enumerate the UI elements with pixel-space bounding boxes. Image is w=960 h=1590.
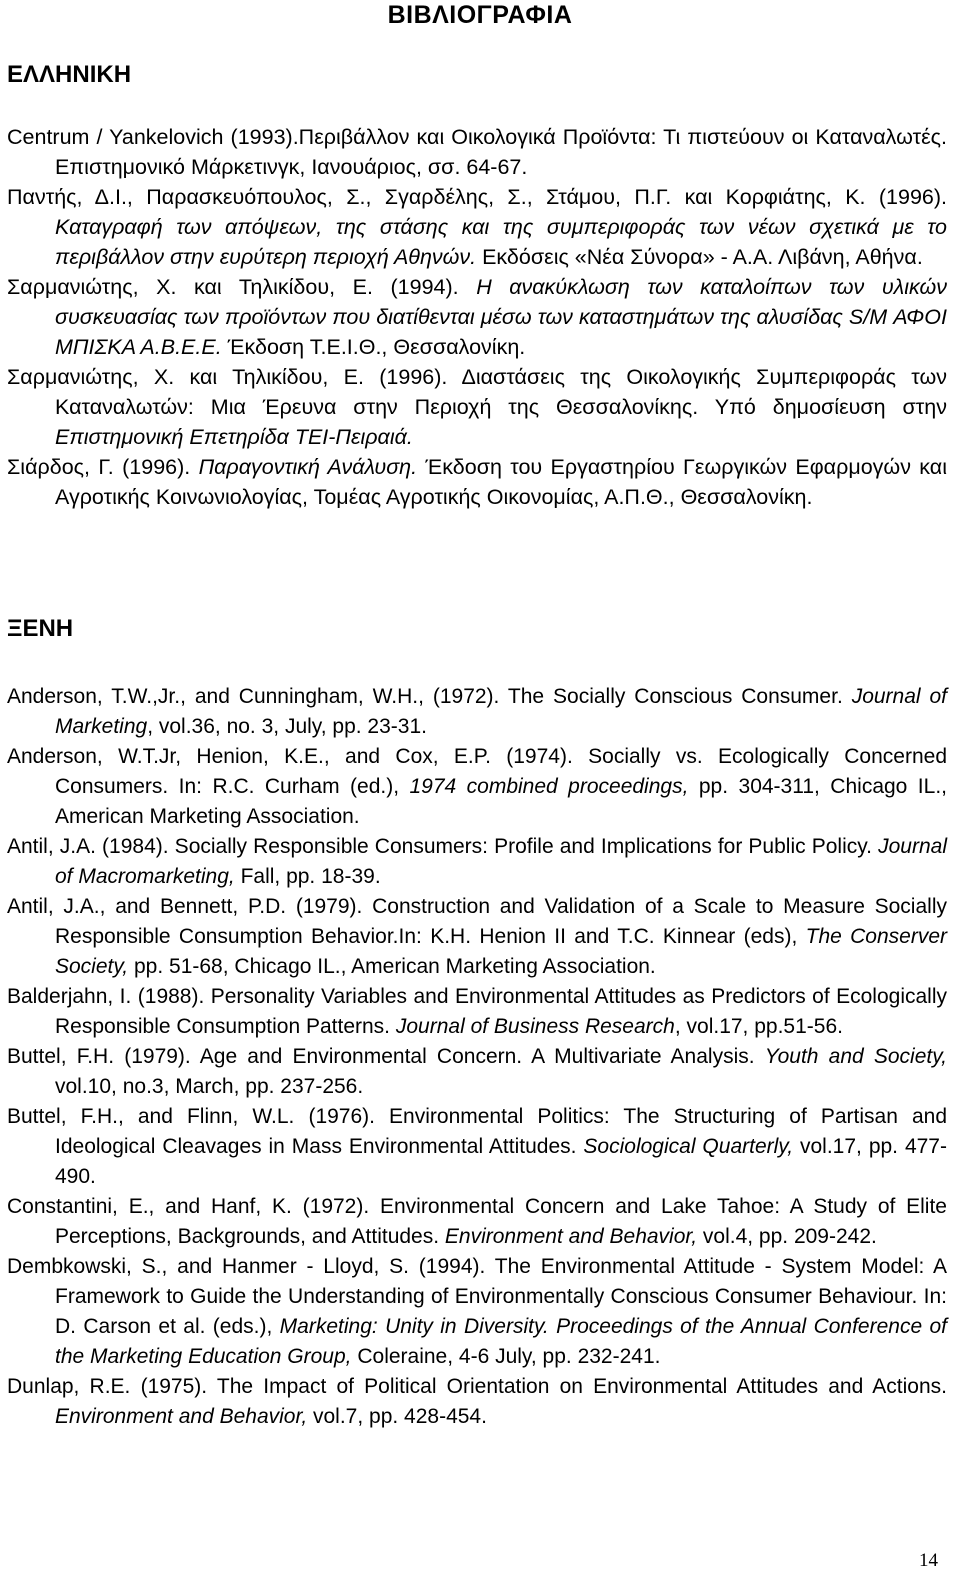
reference-title: Environment and Behavior, — [444, 1225, 698, 1248]
reference-text: Buttel, F.H., and Flinn, W.L. (1976). Environmental Politics: The Structuring of Partisan and Ideological Cleavages in Mass Environmental Attitudes. — [7, 1105, 947, 1158]
reference-text: Anderson, T.W.,Jr., and Cunningham, W.H., (1972). The Socially Conscious Consumer. — [7, 685, 852, 708]
reference-entry — [7, 1102, 947, 1192]
reference-text: Centrum / Yankelovich (1993).Περιβάλλον και Οικολογικά Προϊόντα: Τι πιστεύουν οι Καταναλωτές. Επιστημονικό Μάρκετινγκ, Ιανουάριος, σσ. 64-67. — [7, 125, 947, 179]
reference-text: , vol.36, no. 3, July, pp. 23-31. — [147, 715, 427, 738]
reference-entry — [7, 182, 947, 272]
reference-title: Journal of Macromarketing, — [55, 835, 947, 888]
section-heading-foreign: ΞΕΝΗ — [7, 615, 74, 642]
reference-text: Antil, J.A., and Bennett, P.D. (1979). Construction and Validation of a Scale to Measure Socially Responsible Consumption Behavior.In: K.H. Henion II and T.C. Kinnear (eds), — [7, 895, 947, 948]
reference-text: pp. 51-68, Chicago IL., American Marketing Association. — [128, 955, 656, 978]
reference-text: Antil, J.A. (1984). Socially Responsible Consumers: Profile and Implications for Public Policy. — [7, 835, 879, 858]
reference-text: Εκδόσεις «Νέα Σύνορα» - Α.Α. Λιβάνη, Αθήνα. — [476, 245, 923, 269]
section-heading-greek: ΕΛΛΗΝΙΚΗ — [7, 61, 132, 88]
reference-title: Environment and Behavior, — [55, 1405, 308, 1428]
reference-text: , vol.17, pp.51-56. — [674, 1015, 843, 1038]
reference-entry — [7, 272, 947, 362]
reference-entry — [7, 1042, 947, 1102]
reference-entry — [7, 682, 947, 742]
reference-text: Anderson, W.T.Jr, Henion, K.E., and Cox, E.P. (1974). Socially vs. Ecologically Concerned Consumers. In: R.C. Curham (ed.), — [7, 745, 947, 798]
reference-text: Constantini, E., and Hanf, K. (1972). Environmental Concern and Lake Tahoe: A Study of Elite Perceptions, Backgrounds, and Attitudes. — [7, 1195, 947, 1248]
reference-text: Balderjahn, I. (1988). Personality Variables and Environmental Attitudes as Predictors of Ecologically Responsible Consumption Patterns. — [7, 985, 947, 1038]
reference-text: Παντής, Δ.Ι., Παρασκευόπουλος, Σ., Σγαρδέλης, Σ., Στάμου, Π.Γ. και Κορφιάτης, Κ. (1996). — [7, 185, 947, 209]
reference-text: vol.10, no.3, March, pp. 237-256. — [55, 1075, 364, 1098]
reference-title: Παραγοντική Ανάλυση. — [198, 455, 418, 479]
reference-title: Marketing: Unity in Diversity. Proceedings of the Annual Conference of the Marketing Education Group, — [55, 1315, 947, 1368]
reference-text: Σαρμανιώτης, Χ. και Τηλικίδου, Ε. (1996). Διαστάσεις της Οικολογικής Συμπεριφοράς των Καταναλωτών: Μια Έρευνα στην Περιοχή της Θεσσαλονίκης. Υπό δημοσίευση στην — [7, 365, 947, 419]
reference-title: Sociological Quarterly, — [583, 1135, 794, 1158]
reference-title: 1974 combined proceedings, — [409, 775, 689, 798]
reference-entry — [7, 1252, 947, 1372]
reference-text: Έκδοση του Εργαστηρίου Γεωργικών Εφαρμογών και Αγροτικής Κοινωνιολογίας, Τομέας Αγροτικής Οικονομίας, Α.Π.Θ., Θεσσαλονίκη. — [55, 455, 947, 509]
reference-entry — [7, 832, 947, 892]
reference-text: pp. 304-311, Chicago IL., American Marketing Association. — [55, 775, 947, 828]
reference-text: vol.4, pp. 209-242. — [697, 1225, 877, 1248]
reference-entry — [7, 892, 947, 982]
reference-title: Journal of Marketing — [55, 685, 947, 738]
foreign-reference-list — [7, 682, 947, 1432]
reference-text: Σιάρδος, Γ. (1996). — [7, 455, 199, 479]
reference-title: Η ανακύκλωση των καταλοίπων των υλικών συσκευασίας των προϊόντων που διατίθενται μέσω των καταστημάτων της αλυσίδας S/M ΑΦΟΙ ΜΠΙΣΚΑ Α.Β.Ε.Ε. — [55, 275, 947, 359]
reference-title: Journal of Business Research — [395, 1015, 675, 1038]
reference-text: vol.7, pp. 428-454. — [307, 1405, 487, 1428]
greek-reference-list — [7, 122, 947, 512]
reference-entry — [7, 1372, 947, 1432]
reference-text: Coleraine, 4-6 July, pp. 232-241. — [351, 1345, 661, 1368]
reference-entry — [7, 982, 947, 1042]
reference-text: Buttel, F.H. (1979). Age and Environmental Concern. A Multivariate Analysis. — [7, 1045, 765, 1068]
reference-text: vol.17, pp. 477-490. — [55, 1135, 947, 1188]
reference-title: Youth and Society, — [764, 1045, 947, 1068]
reference-entry — [7, 452, 947, 512]
reference-text: Σαρμανιώτης, Χ. και Τηλικίδου, Ε. (1994). — [7, 275, 477, 299]
reference-title: Καταγραφή των απόψεων, της στάσης και της συμπεριφοράς των νέων σχετικά με το περιβάλλον στην ευρύτερη περιοχή Αθηνών. — [55, 215, 947, 269]
reference-text: Fall, pp. 18-39. — [234, 865, 381, 888]
reference-entry — [7, 122, 947, 182]
reference-title: Επιστημονική Επετηρίδα ΤΕΙ-Πειραιά. — [55, 425, 413, 449]
reference-title: The Conserver Society, — [55, 925, 948, 978]
page-number: 14 — [919, 1550, 938, 1571]
reference-entry — [7, 362, 947, 452]
reference-entry — [7, 1192, 947, 1252]
reference-text: Έκδοση Τ.Ε.Ι.Θ., Θεσσαλονίκη. — [221, 335, 526, 359]
reference-text: Dembkowski, S., and Hanmer - Lloyd, S. (1994). The Environmental Attitude - System Model: A Framework to Guide the Understanding of Environmentally Conscious Consumer Behaviour. In: D. Carson et al. (eds.), — [7, 1255, 947, 1338]
reference-entry — [7, 742, 947, 832]
page-title: ΒΙΒΛΙΟΓΡΑΦΙΑ — [387, 1, 573, 29]
reference-text: Dunlap, R.E. (1975). The Impact of Political Orientation on Environmental Attitudes and Actions. — [7, 1375, 947, 1398]
